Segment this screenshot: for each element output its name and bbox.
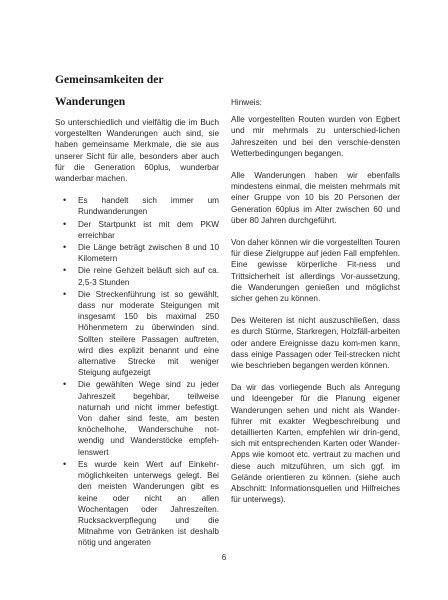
- list-item-text: Es handelt sich immer um Rundwanderungen: [78, 196, 219, 217]
- left-column: [55, 117, 219, 550]
- list-item: [55, 289, 219, 379]
- note-paragraph: Des Weiteren ist nicht auszuschließen, dass es durch Stürme, Starkregen, Holzfäll-arbeiten oder andere Ereignisse dazu kom-men kann, dass einige Passagen oder Teil-strecken nicht wie beschrieben begangen werden können.: [231, 316, 400, 371]
- bullet-icon: •: [63, 379, 67, 390]
- page-title-line-2: Wanderungen: [55, 95, 126, 108]
- list-item-text: Die gewählten Wege sind zu jeder Jahreszeit begehbar, teilweise naturnah und nicht immer befestigt. Von daher sind feste, am besten knöchelhohe, Wanderschuhe not-wendig und Wanderstöcke empfeh-lenswert: [78, 380, 219, 457]
- list-item-text: Die Länge beträgt zwischen 8 und 10 Kilometern: [78, 243, 219, 264]
- page-title-line-1: Gemeinsamkeiten der: [55, 73, 164, 86]
- list-item: [55, 379, 219, 457]
- bullet-icon: •: [63, 458, 67, 469]
- list-item: [55, 242, 219, 264]
- list-item-text: Der Startpunkt ist mit dem PKW erreichbar: [78, 219, 219, 240]
- note-paragraph: Da wir das vorliegende Buch als Anregung und Ideengeber für die Planung eigener Wanderungen sehen und nicht als Wander-führer mit exakter Wegbeschreibung und detaillierten Karten, empfehlen wir drin-gend, sich mit entsprechenden Karten oder Wander-Apps wie komoot etc. vertraut zu machen und diese auch mitzuführen, um sich ggf. im Gelände orientieren zu können. (siehe auch Abschnitt: Informationsquellen und Hilfreiches für unterwegs).: [231, 383, 400, 505]
- right-column: [231, 97, 400, 517]
- hint-label: Hinweis:: [231, 98, 262, 107]
- list-item: [55, 219, 219, 241]
- bullet-icon: •: [63, 265, 67, 276]
- bullet-icon: •: [63, 242, 67, 253]
- bullet-icon: •: [63, 218, 67, 229]
- bullet-icon: •: [63, 195, 67, 206]
- page-number: 6: [221, 552, 227, 562]
- list-item-text: Die Streckenführung ist so gewählt, dass nur moderate Steigungen mit insgesamt 150 bis maximal 250 Höhenmetern zu überwinden sind. Sollten steilere Passagen auftreten, wird dies explizit benannt und eine alternative Strecke mit weniger Steigung aufgezeigt: [78, 289, 219, 378]
- list-item: [55, 459, 219, 549]
- bullet-icon: •: [63, 288, 67, 299]
- intro-paragraph: So unterschiedlich und vielfältig die im Buch vorgestellten Wanderungen auch sind, sie haben gemeinsame Merkmale, die sie aus unserer Sicht für alle, besonders aber auch für die Generation 60plus, wunderbar wanderbar machen.: [55, 118, 219, 184]
- note-paragraph: Alle Wanderungen haben wir ebenfalls mindestens einmal, die meisten mehrmals mit einer Gruppe von 10 bis 20 Personen der Generation 60plus im Alter zwischen 60 und über 80 Jahren durchgeführt.: [231, 171, 400, 225]
- features-list: [55, 195, 219, 548]
- list-item: [55, 195, 219, 217]
- list-item: [55, 265, 219, 287]
- list-item-text: Es wurde kein Wert auf Einkehr-möglichkeiten unterwegs gelegt. Bei den meisten Wanderungen gibt es keine oder nicht an allen Wochentagen oder Jahreszeiten. Rucksackverpflegung und die Mitnahme von Getränken ist deshalb nötig und angeraten: [78, 459, 219, 548]
- note-paragraph: Alle vorgestellten Routen wurden von Egbert und mir mehrmals zu unterschied-lichen Jahreszeiten und bei den verschie-densten Wetterbedingungen begangen.: [231, 115, 400, 158]
- note-paragraph: Von daher können wir die vorgestellten Touren für diese Zielgruppe auf jeden Fall empfehlen. Eine gewisse körperliche Fit-ness und Trittsicherheit ist allerdings Vor-aussetzung, die Wanderungen genießen und möglichst sicher gehen zu können.: [231, 238, 400, 304]
- list-item-text: Die reine Gehzeit beläuft sich auf ca. 2,5-3 Stunden: [78, 266, 219, 287]
- page-title: [55, 69, 225, 113]
